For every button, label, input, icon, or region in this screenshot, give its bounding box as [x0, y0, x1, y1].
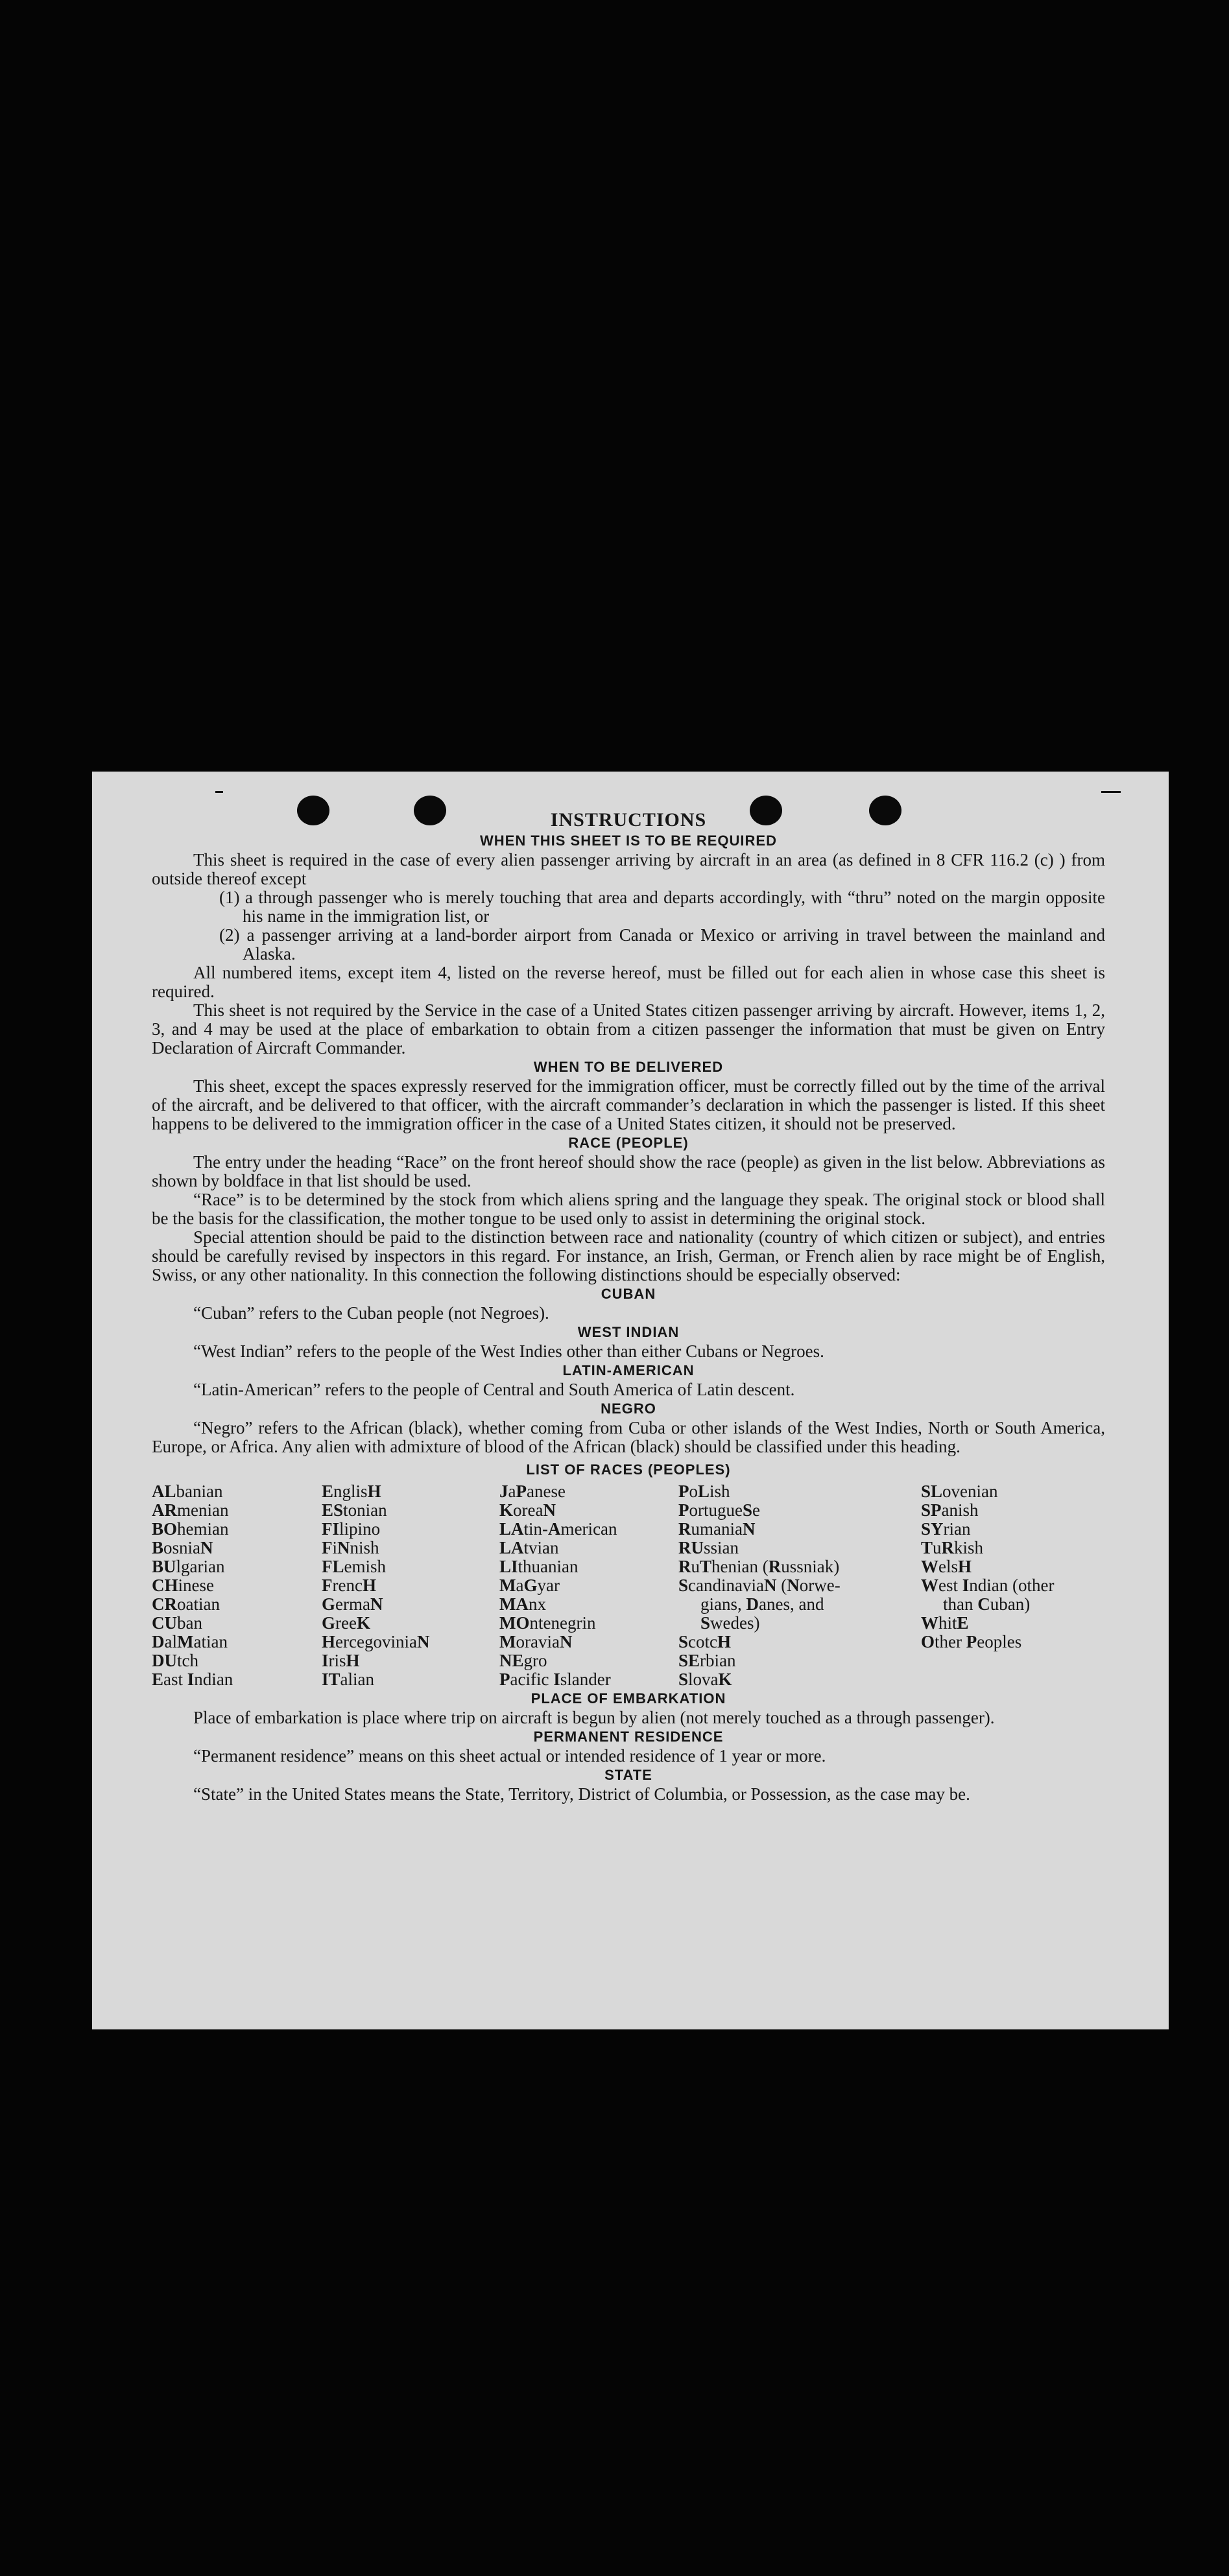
race-entry: NEgro — [499, 1651, 547, 1670]
race-entry: TuRkish — [921, 1538, 984, 1557]
document-sheet — [92, 772, 1169, 2029]
race-entry: LIthuanian — [499, 1557, 579, 1576]
race-entry: BosniaN — [152, 1538, 213, 1557]
race-entry: East Indian — [152, 1670, 233, 1689]
races-column — [152, 1482, 322, 1689]
paragraph: This sheet is required in the case of every alien passenger arriving by aircraft in an area (as defined in 8 CFR 116.2 (c) ) from outside thereof except — [152, 850, 1105, 888]
race-entry: FiNnish — [322, 1538, 379, 1557]
race-entry: FIlipino — [322, 1519, 381, 1539]
races-column — [921, 1482, 1105, 1689]
race-entry: EStonian — [322, 1500, 387, 1520]
races-column — [499, 1482, 678, 1689]
race-entry: BOhemian — [152, 1519, 229, 1539]
paragraph: “West Indian” refers to the people of the West Indies other than either Cubans or Negroes. — [193, 1341, 824, 1361]
race-entry: GreeK — [322, 1613, 370, 1633]
race-entry: FrencH — [322, 1576, 376, 1595]
race-entry: SYrian — [921, 1519, 971, 1539]
paragraph: “Latin-American” refers to the people of Central and South America of Latin descent. — [193, 1380, 795, 1399]
section-heading: PERMANENT RESIDENCE — [533, 1729, 724, 1745]
race-entry: MoraviaN — [499, 1632, 573, 1651]
paragraph: “Negro” refers to the African (black), whether coming from Cuba or other islands of the West Indies, North or South America, Europe, or Africa. Any alien with admixture of blood of the African (black) should be classified under this heading. — [152, 1418, 1105, 1456]
race-entry: IrisH — [322, 1651, 360, 1670]
race-entry: SErbian — [678, 1651, 736, 1670]
paragraph: This sheet, except the spaces expressly reserved for the immigration officer, must be correctly filled out by the time of the arrival of the aircraft, and be delivered to that officer, with the aircraft commander’s declaration in which the passenger is listed. If this sheet happens to be delivered to the immigration officer in the case of a United States citizen, it should not be preserved. — [152, 1076, 1105, 1133]
list-item: (1) a through passenger who is merely touching that area and departs accordingly, with “thru” noted on the margin opposite his name in the immigration list, or — [219, 888, 1105, 926]
race-entry: RUssian — [678, 1538, 739, 1557]
race-entry: EnglisH — [322, 1482, 381, 1501]
section-heading: STATE — [604, 1767, 652, 1783]
race-entry: HercegoviniaN — [322, 1632, 430, 1651]
race-entry: FLemish — [322, 1557, 387, 1576]
race-entry: DUtch — [152, 1651, 198, 1670]
section-heading: RACE (PEOPLE) — [568, 1135, 689, 1151]
race-entry: BUlgarian — [152, 1557, 225, 1576]
race-entry: PoLish — [678, 1482, 730, 1501]
race-entry: MOntenegrin — [499, 1613, 596, 1633]
paragraph: Place of embarkation is place where trip on aircraft is begun by alien (not merely touched as a through passenger). — [193, 1708, 995, 1727]
section-heading: CUBAN — [601, 1286, 656, 1302]
paragraph: “Permanent residence” means on this sheet actual or intended residence of 1 year or more. — [193, 1746, 826, 1766]
race-entry: MaGyar — [499, 1576, 560, 1595]
paragraph: All numbered items, except item 4, listed on the reverse hereof, must be filled out for each alien in whose case this sheet is required. — [152, 963, 1105, 1001]
race-entry: Swedes) — [700, 1613, 760, 1633]
race-entry: West Indian (other — [921, 1576, 1055, 1595]
section-heading: LATIN-AMERICAN — [562, 1362, 695, 1378]
race-entry: PortugueSe — [678, 1500, 761, 1520]
race-entry: Pacific Islander — [499, 1670, 611, 1689]
section-heading: NEGRO — [601, 1400, 656, 1417]
race-entry: GermaN — [322, 1594, 383, 1614]
race-entry: JaPanese — [499, 1482, 566, 1501]
race-entry: RumaniaN — [678, 1519, 756, 1539]
race-entry: MAnx — [499, 1594, 546, 1614]
race-entry: gians, Danes, and — [700, 1594, 824, 1614]
instructions-text — [152, 809, 1105, 1804]
race-entry: KoreaN — [499, 1500, 556, 1520]
paragraph: Special attention should be paid to the distinction between race and nationality (country of which citizen or subject), and entries should be carefully revised by inspectors in this regard. For instance, an Irish, German, or French alien by race might be of English, Swiss, or any other nationality. In this connection the following distinctions should be especially observed: — [152, 1227, 1105, 1284]
race-entry: LAtvian — [499, 1538, 559, 1557]
paragraph: The entry under the heading “Race” on the front hereof should show the race (people) as given in the list below. Abbreviations as shown by boldface in that list should be used. — [152, 1152, 1105, 1190]
race-entry: LAtin-American — [499, 1519, 617, 1539]
race-entry: ARmenian — [152, 1500, 229, 1520]
paragraph: “Cuban” refers to the Cuban people (not Negroes). — [193, 1303, 549, 1323]
race-entry: WhitE — [921, 1613, 969, 1633]
race-entry: than Cuban) — [943, 1594, 1031, 1614]
paragraph: This sheet is not required by the Service in the case of a United States citizen passenger arriving by aircraft. However, items 1, 2, 3, and 4 may be used at the place of embarkation to obtain from a citizen passenger the information that must be given on Entry Declaration of Aircraft Commander. — [152, 1000, 1105, 1058]
races-column — [322, 1482, 499, 1689]
races-column — [678, 1482, 921, 1689]
ink-speck — [1101, 791, 1121, 793]
race-entry: ALbanian — [152, 1482, 223, 1501]
section-heading: WEST INDIAN — [577, 1324, 680, 1340]
section-heading: LIST OF RACES (PEOPLES) — [526, 1461, 731, 1478]
race-entry: DalMatian — [152, 1632, 228, 1651]
races-list — [152, 1482, 1105, 1689]
race-entry: SlovaK — [678, 1670, 732, 1689]
race-entry: SPanish — [921, 1500, 979, 1520]
section-heading: PLACE OF EMBARKATION — [531, 1690, 726, 1707]
race-entry: CUban — [152, 1613, 202, 1633]
race-entry: ScandinaviaN (Norwe- — [678, 1576, 841, 1595]
race-entry: SLovenian — [921, 1482, 998, 1501]
race-entry: RuThenian (Russniak) — [678, 1557, 840, 1576]
list-item: (2) a passenger arriving at a land-border airport from Canada or Mexico or arriving in travel between the mainland and Alaska. — [219, 925, 1105, 963]
race-entry: ITalian — [322, 1670, 375, 1689]
race-entry: CHinese — [152, 1576, 215, 1595]
section-heading: WHEN THIS SHEET IS TO BE REQUIRED — [480, 833, 777, 849]
paragraph: “Race” is to be determined by the stock from which aliens spring and the language they speak. The original stock or blood shall be the basis for the classification, the mother tongue to be used only to assist in determining the original stock. — [152, 1190, 1105, 1228]
page-title: INSTRUCTIONS — [550, 809, 707, 831]
race-entry: Other Peoples — [921, 1632, 1022, 1651]
ink-speck — [215, 791, 223, 793]
race-entry: ScotcH — [678, 1632, 732, 1651]
race-entry: CRoatian — [152, 1594, 220, 1614]
paragraph: “State” in the United States means the State, Territory, District of Columbia, or Possession, as the case may be. — [193, 1784, 970, 1804]
section-heading: WHEN TO BE DELIVERED — [533, 1059, 724, 1075]
race-entry: WelsH — [921, 1557, 972, 1576]
